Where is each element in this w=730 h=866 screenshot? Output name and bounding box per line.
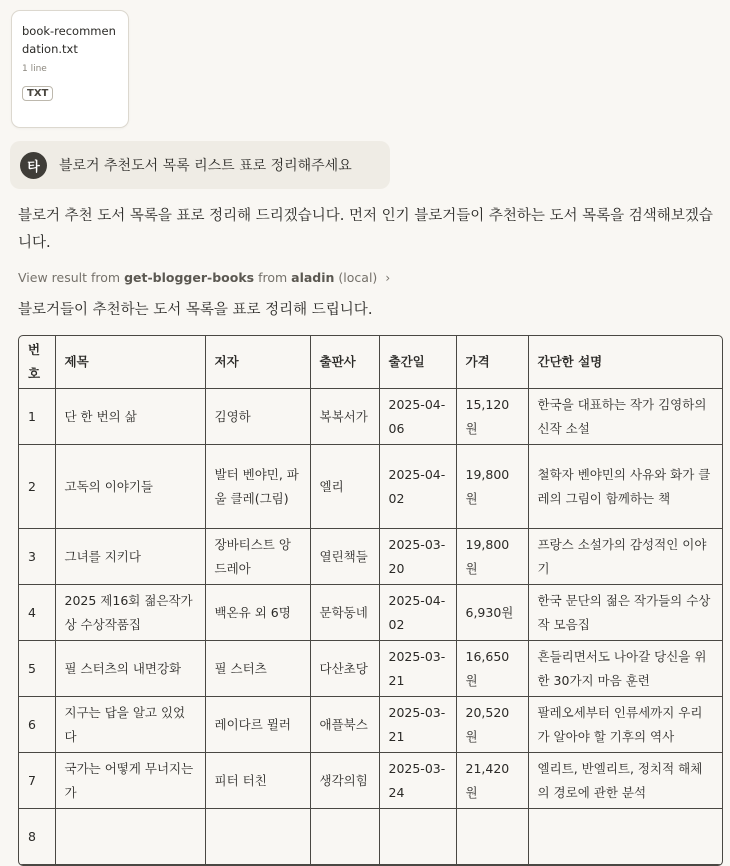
cell-title: 그녀를 지키다	[55, 529, 205, 585]
header-author: 저자	[205, 336, 310, 389]
cell-description: 엘리트, 반엘리트, 정치적 해체의 경로에 관한 분석	[528, 753, 722, 809]
header-number: 번호	[19, 336, 55, 389]
cell-publisher: 엘리	[310, 445, 379, 529]
cell-description: 철학자 벤야민의 사유와 화가 클레의 그림이 함께하는 책	[528, 445, 722, 529]
table-row	[19, 585, 722, 641]
tool-result-prefix: View result from	[18, 270, 121, 285]
attachment-file-name: book-recommendation.txt	[22, 24, 116, 56]
cell-price: 21,420원	[456, 753, 528, 809]
cell-description: 흔들리면서도 나아갈 당신을 위한 30가지 마음 훈련	[528, 641, 722, 697]
cell-author: 김영하	[205, 389, 310, 445]
user-message-text: 블로거 추천도서 목록 리스트 표로 정리해주세요	[59, 158, 352, 174]
cell-author: 레이다르 뮐러	[205, 697, 310, 753]
cell-description: 한국 문단의 젊은 작가들의 수상작 모음집	[528, 585, 722, 641]
cell-publisher: 문학동네	[310, 585, 379, 641]
cell-pub-date: 2025-04-06	[379, 389, 456, 445]
header-publisher: 출판사	[310, 336, 379, 389]
header-pub-date: 출간일	[379, 336, 456, 389]
cell-number: 7	[19, 753, 55, 809]
assistant-intro-text: 블로거 추천 도서 목록을 표로 정리해 드리겠습니다. 먼저 인기 블로거들이 추천하는 도서 목록을 검색해보겠습니다.	[18, 208, 713, 251]
cell-publisher: 다산초당	[310, 641, 379, 697]
cell-publisher	[310, 809, 379, 865]
cell-pub-date	[379, 809, 456, 865]
cell-pub-date: 2025-03-24	[379, 753, 456, 809]
attachment-line-count: 1 line	[22, 64, 47, 74]
cell-title: 2025 제16회 젊은작가상 수상작품집	[55, 585, 205, 641]
cell-publisher: 애플북스	[310, 697, 379, 753]
cell-description: 한국을 대표하는 작가 김영하의 신작 소설	[528, 389, 722, 445]
cell-number: 1	[19, 389, 55, 445]
tool-result-link[interactable]	[18, 270, 390, 285]
cell-pub-date: 2025-03-21	[379, 641, 456, 697]
attachment-type-badge: TXT	[22, 86, 53, 101]
cell-pub-date: 2025-04-02	[379, 445, 456, 529]
cell-price: 20,520원	[456, 697, 528, 753]
table-row	[19, 753, 722, 809]
cell-description: 팔레오세부터 인류세까지 우리가 알아야 할 기후의 역사	[528, 697, 722, 753]
cell-number: 2	[19, 445, 55, 529]
cell-price: 15,120원	[456, 389, 528, 445]
cell-author: 백온유 외 6명	[205, 585, 310, 641]
cell-price: 19,800원	[456, 529, 528, 585]
cell-title: 필 스터츠의 내면강화	[55, 641, 205, 697]
cell-number: 4	[19, 585, 55, 641]
cell-title: 단 한 번의 삶	[55, 389, 205, 445]
table-row	[19, 697, 722, 753]
cell-number: 5	[19, 641, 55, 697]
cell-author: 발터 벤야민, 파울 클레(그림)	[205, 445, 310, 529]
cell-title: 고독의 이야기들	[55, 445, 205, 529]
book-table	[18, 335, 723, 866]
cell-number: 8	[19, 809, 55, 865]
cell-pub-date: 2025-03-21	[379, 697, 456, 753]
header-title: 제목	[55, 336, 205, 389]
tool-server-name: aladin	[291, 270, 335, 285]
cell-title: 지구는 답을 알고 있었다	[55, 697, 205, 753]
cell-price: 16,650원	[456, 641, 528, 697]
table-row	[19, 389, 722, 445]
cell-number: 3	[19, 529, 55, 585]
cell-author	[205, 809, 310, 865]
cell-author: 필 스터츠	[205, 641, 310, 697]
cell-pub-date: 2025-04-02	[379, 585, 456, 641]
cell-pub-date: 2025-03-20	[379, 529, 456, 585]
table-row	[19, 445, 722, 529]
chevron-right-icon: ›	[385, 270, 391, 285]
cell-title: 국가는 어떻게 무너지는가	[55, 753, 205, 809]
cell-author: 피터 터친	[205, 753, 310, 809]
table-row	[19, 809, 722, 865]
user-avatar: 타	[20, 152, 47, 179]
header-description: 간단한 설명	[528, 336, 722, 389]
cell-description	[528, 809, 722, 865]
cell-description: 프랑스 소설가의 감성적인 이야기	[528, 529, 722, 585]
tool-result-suffix: (local)	[338, 270, 378, 285]
cell-number: 6	[19, 697, 55, 753]
table-row	[19, 529, 722, 585]
cell-price: 6,930원	[456, 585, 528, 641]
cell-title	[55, 809, 205, 865]
cell-price	[456, 809, 528, 865]
cell-publisher: 열린책들	[310, 529, 379, 585]
tool-result-from: from	[258, 270, 288, 285]
cell-publisher: 생각의힘	[310, 753, 379, 809]
cell-author: 장바티스트 앙드레아	[205, 529, 310, 585]
attachment-card[interactable]	[11, 10, 129, 128]
user-message	[10, 141, 390, 189]
tool-name: get-blogger-books	[124, 270, 255, 285]
header-price: 가격	[456, 336, 528, 389]
cell-price: 19,800원	[456, 445, 528, 529]
table-row	[19, 641, 722, 697]
assistant-table-intro: 블로거들이 추천하는 도서 목록을 표로 정리해 드립니다.	[18, 302, 373, 318]
cell-publisher: 복복서가	[310, 389, 379, 445]
table-header-row	[19, 336, 722, 389]
